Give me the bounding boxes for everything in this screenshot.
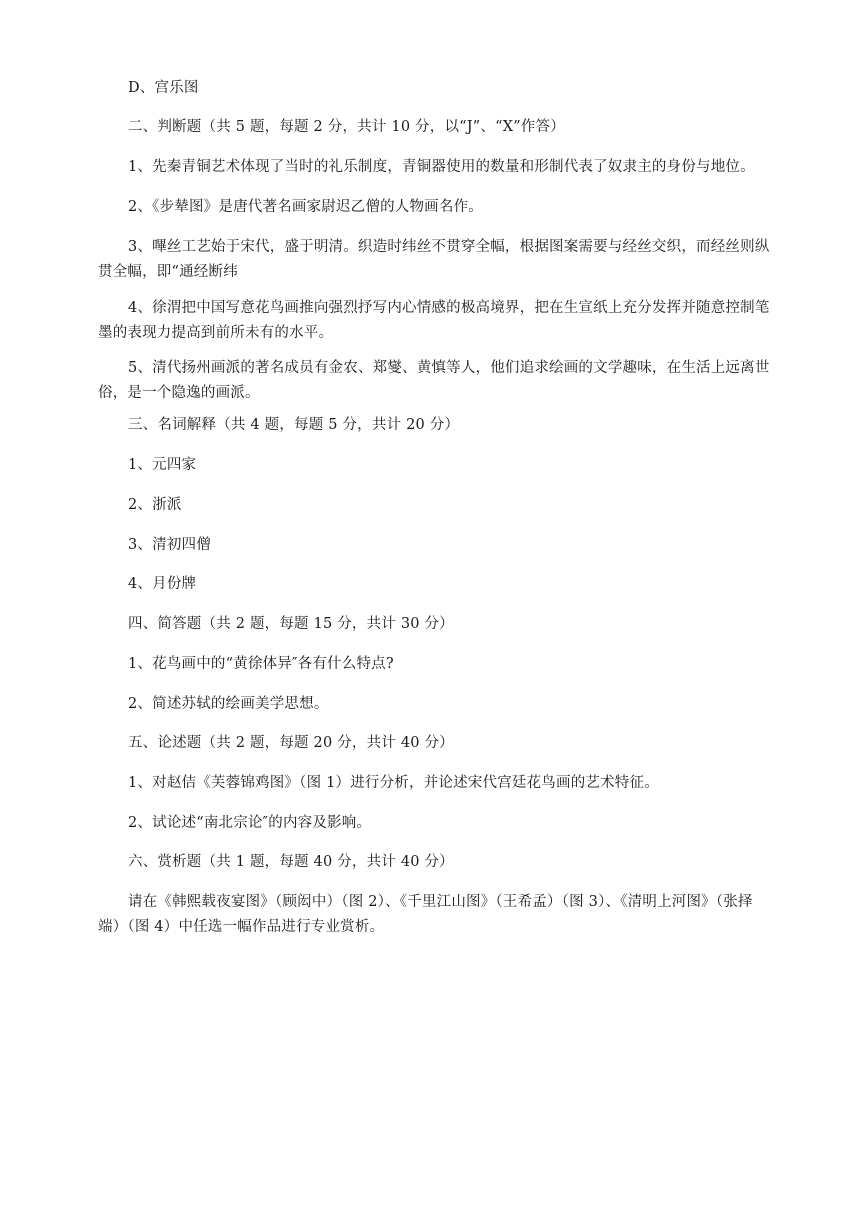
term-question-3: 3、清初四僧 [128, 537, 211, 553]
true-false-question-3: 3、嗶丝工艺始于宋代，盛于明清。织造时纬丝不贯穿全幅，根据图案需要与经丝交织，而经丝则纵贯全幅，即“通经断纬 [98, 239, 770, 280]
term-question-4: 4、月份牌 [128, 576, 197, 592]
section-5-heading: 五、论述题（共 2 题，每题 20 分，共计 40 分） [128, 735, 454, 751]
essay-question-2: 2、试论述“南北宗论″的内容及影响。 [128, 815, 372, 831]
mc-option-d: D、宫乐图 [128, 80, 199, 96]
true-false-question-4: 4、徐渭把中国写意花鸟画推向强烈抒写内心情感的极高境界，把在生宣纸上充分发挥并随意控制笔墨的表现力提高到前所未有的水平。 [98, 300, 770, 341]
section-6-heading: 六、赏析题（共 1 题，每题 40 分，共计 40 分） [128, 854, 454, 870]
true-false-question-2: 2、《步辇图》是唐代著名画家尉迟乙僧的人物画名作。 [128, 199, 483, 215]
section-3-heading: 三、名词解释（共 4 题，每题 5 分，共计 20 分） [128, 417, 460, 433]
appreciation-question-1: 请在《韩熙载夜宴图》（顾闳中）（图 2）、《千里江山图》（王希孟）（图 3）、《清明上河图》（张择端）（图 4）中任选一幅作品进行专业赏析。 [98, 894, 753, 935]
true-false-question-1: 1、先秦青铜艺术体现了当时的礼乐制度，青铜器使用的数量和形制代表了奴隶主的身份与地位。 [128, 159, 755, 175]
essay-question-1: 1、对赵佶《芙蓉锦鸡图》（图 1）进行分析，并论述宋代宫廷花鸟画的艺术特征。 [128, 775, 659, 791]
section-2-heading: 二、判断题（共 5 题，每题 2 分，共计 10 分，以“J”、“X”作答） [128, 119, 565, 135]
short-answer-question-1: 1、花鸟画中的“黄徐体异″各有什么特点? [128, 656, 394, 672]
term-question-2: 2、浙派 [128, 497, 182, 513]
short-answer-question-2: 2、简述苏轼的绘画美学思想。 [128, 696, 329, 712]
section-4-heading: 四、简答题（共 2 题，每题 15 分，共计 30 分） [128, 616, 454, 632]
term-question-1: 1、元四家 [128, 457, 197, 473]
true-false-question-5: 5、清代扬州画派的著名成员有金农、郑燮、黄慎等人，他们追求绘画的文学趣味，在生活上远离世俗，是一个隐逸的画派。 [98, 360, 770, 401]
